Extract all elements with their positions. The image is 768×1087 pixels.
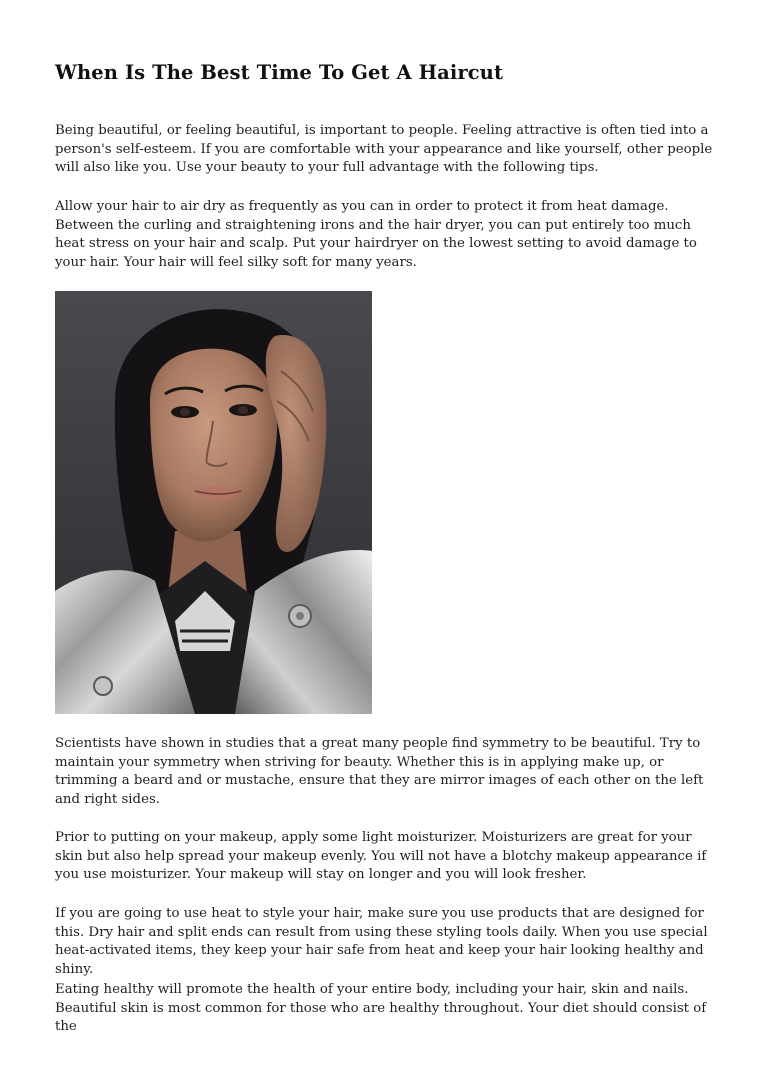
paragraph: Eating healthy will promote the health of your entire body, including your hair, skin and nails. Beautiful skin is most common for those who are healthy throughout. Your diet should consist of the	[55, 982, 707, 1035]
document-title: When Is The Best Time To Get A Haircut	[55, 61, 504, 84]
paragraph: If you are going to use heat to style your hair, make sure you use products that are designed for this. Dry hair and split ends can result from using these styling tools daily. When you use special heat-activated items, they keep your hair safe from heat and keep your hair looking healthy and shiny.	[55, 906, 708, 977]
paragraph: Prior to putting on your makeup, apply some light moisturizer. Moisturizers are great for your skin but also help spread your makeup evenly. You will not have a blotchy makeup appearance if you use moisturizer. Your makeup will stay on longer and you will look fresher.	[55, 830, 707, 883]
paragraph: Allow your hair to air dry as frequently as you can in order to protect it from heat damage. Between the curling and straightening irons and the hair dryer, you can put entirely too much heat stress on your hair and scalp. Put your hairdryer on the lowest setting to avoid damage to your hair. Your hair will feel silky soft for many years.	[55, 199, 697, 270]
paragraph: Scientists have shown in studies that a great many people find symmetry to be beautiful. Try to maintain your symmetry when striving for beauty. Whether this is in applying make up, or trimming a beard and or mustache, ensure that they are mirror images of each other on the left and right sides.	[55, 736, 704, 807]
portrait-photo	[55, 291, 372, 714]
paragraph: Being beautiful, or feeling beautiful, is important to people. Feeling attractive is often tied into a person's self-esteem. If you are comfortable with your appearance and like yourself, other people will also like you. Use your beauty to your full advantage with the following tips.	[55, 123, 713, 176]
